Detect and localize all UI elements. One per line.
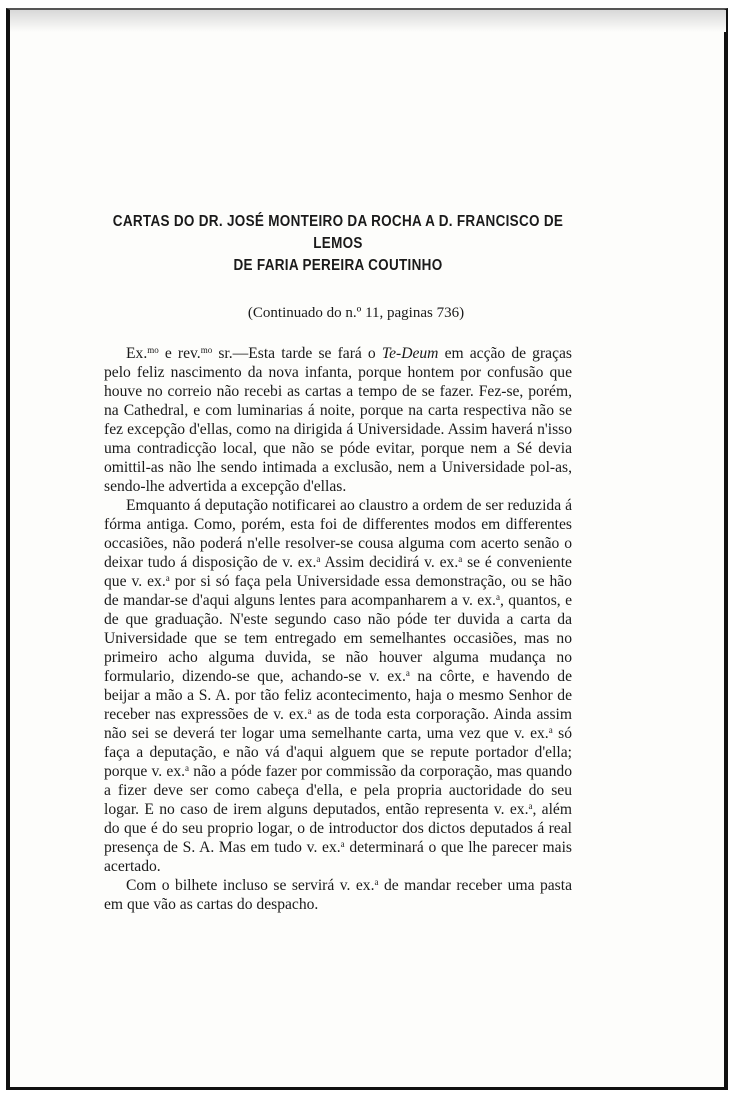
scan-shadow xyxy=(10,10,726,32)
title-line-2: DE FARIA PEREIRA COUTINHO xyxy=(233,256,443,274)
paragraph-1: Ex.$^{mo}$ e rev.$^{mo}$ sr.—Esta tarde se fará o Te-Deum em acção de graças pelo feliz nascimento da nova infanta, porque hontem por confusão que houve no correio não recebi as cartas a tempo de se fazer. Fez-se, porém, na Cathedral, e com luminarias á noite, porque na carta respectiva não se fez excepção d'ellas, como na dirigida á Universidade. Assim haverá n'isso uma contradicção local, que não se póde evitar, porque nem a Sé devia omittil-as não lhe sendo intimada a exclusão, nem a Universidade pol-as, sendo-lhe advertida a excepção d'ellas. xyxy=(104,345,572,495)
page-content xyxy=(104,210,572,914)
letter-body xyxy=(104,344,572,914)
continuation-note: (Continuado do n.º 11, paginas 736) xyxy=(247,305,465,321)
paragraph-2: Emquanto á deputação notificarei ao claustro a ordem de ser reduzida á fórma antiga. Como, porém, esta foi de differentes modos em differentes occasiões, não poderá n'elle resolver-se cousa alguma com acerto senão o deixar tudo á disposição de v. ex.$^a$ Assim decidirá v. ex.$^a$ se é conveniente que v. ex.$^a$ por si só faça pela Universidade essa demonstração, ou se hão de mandar-se d'aqui alguns lentes para acompanharem a v. ex.$^a$, quantos, e de que graduação. N'este segundo caso não póde ter duvida a carta da Universidade que se tem entregado em semelhantes occasiões, mas no primeiro acho alguma duvida, se não houver alguma mudança no formulario, dizendo-se que, achando-se v. ex.$^a$ na côrte, e havendo de beijar a mão a S. A. por tão feliz acontecimento, haja o mesmo Senhor de receber nas expressões de v. ex.$^a$ as de toda esta corporação. Ainda assim não sei se deverá ter logar uma semelhante carta, uma vez que v. ex.$^a$ só faça a deputação, e não vá d'aqui alguem que se repute portador d'ella; porque v. ex.$^a$ não a póde fazer por commissão da corporação, mas quando a fizer deve ser como cabeça d'ella, e pela propria auctoridade do seu logar. E no caso de irem alguns deputados, então representa v. ex.$^a$, além do que é do seu proprio logar, o de introductor dos dictos deputados á real presença de S. A. Mas em tudo v. ex.$^a$ determinará o que lhe parecer mais acertado. xyxy=(104,497,573,875)
title-line-1: CARTAS DO DR. JOSÉ MONTEIRO DA ROCHA A D. FRANCISCO DE LEMOS xyxy=(112,212,564,252)
paragraph-3: Com o bilhete incluso se servirá v. ex.$^a$ de mandar receber uma pasta em que vão as cartas do despacho. xyxy=(104,877,572,913)
article-title xyxy=(104,210,572,276)
te-deum-italic: Te-Deum xyxy=(381,345,439,362)
